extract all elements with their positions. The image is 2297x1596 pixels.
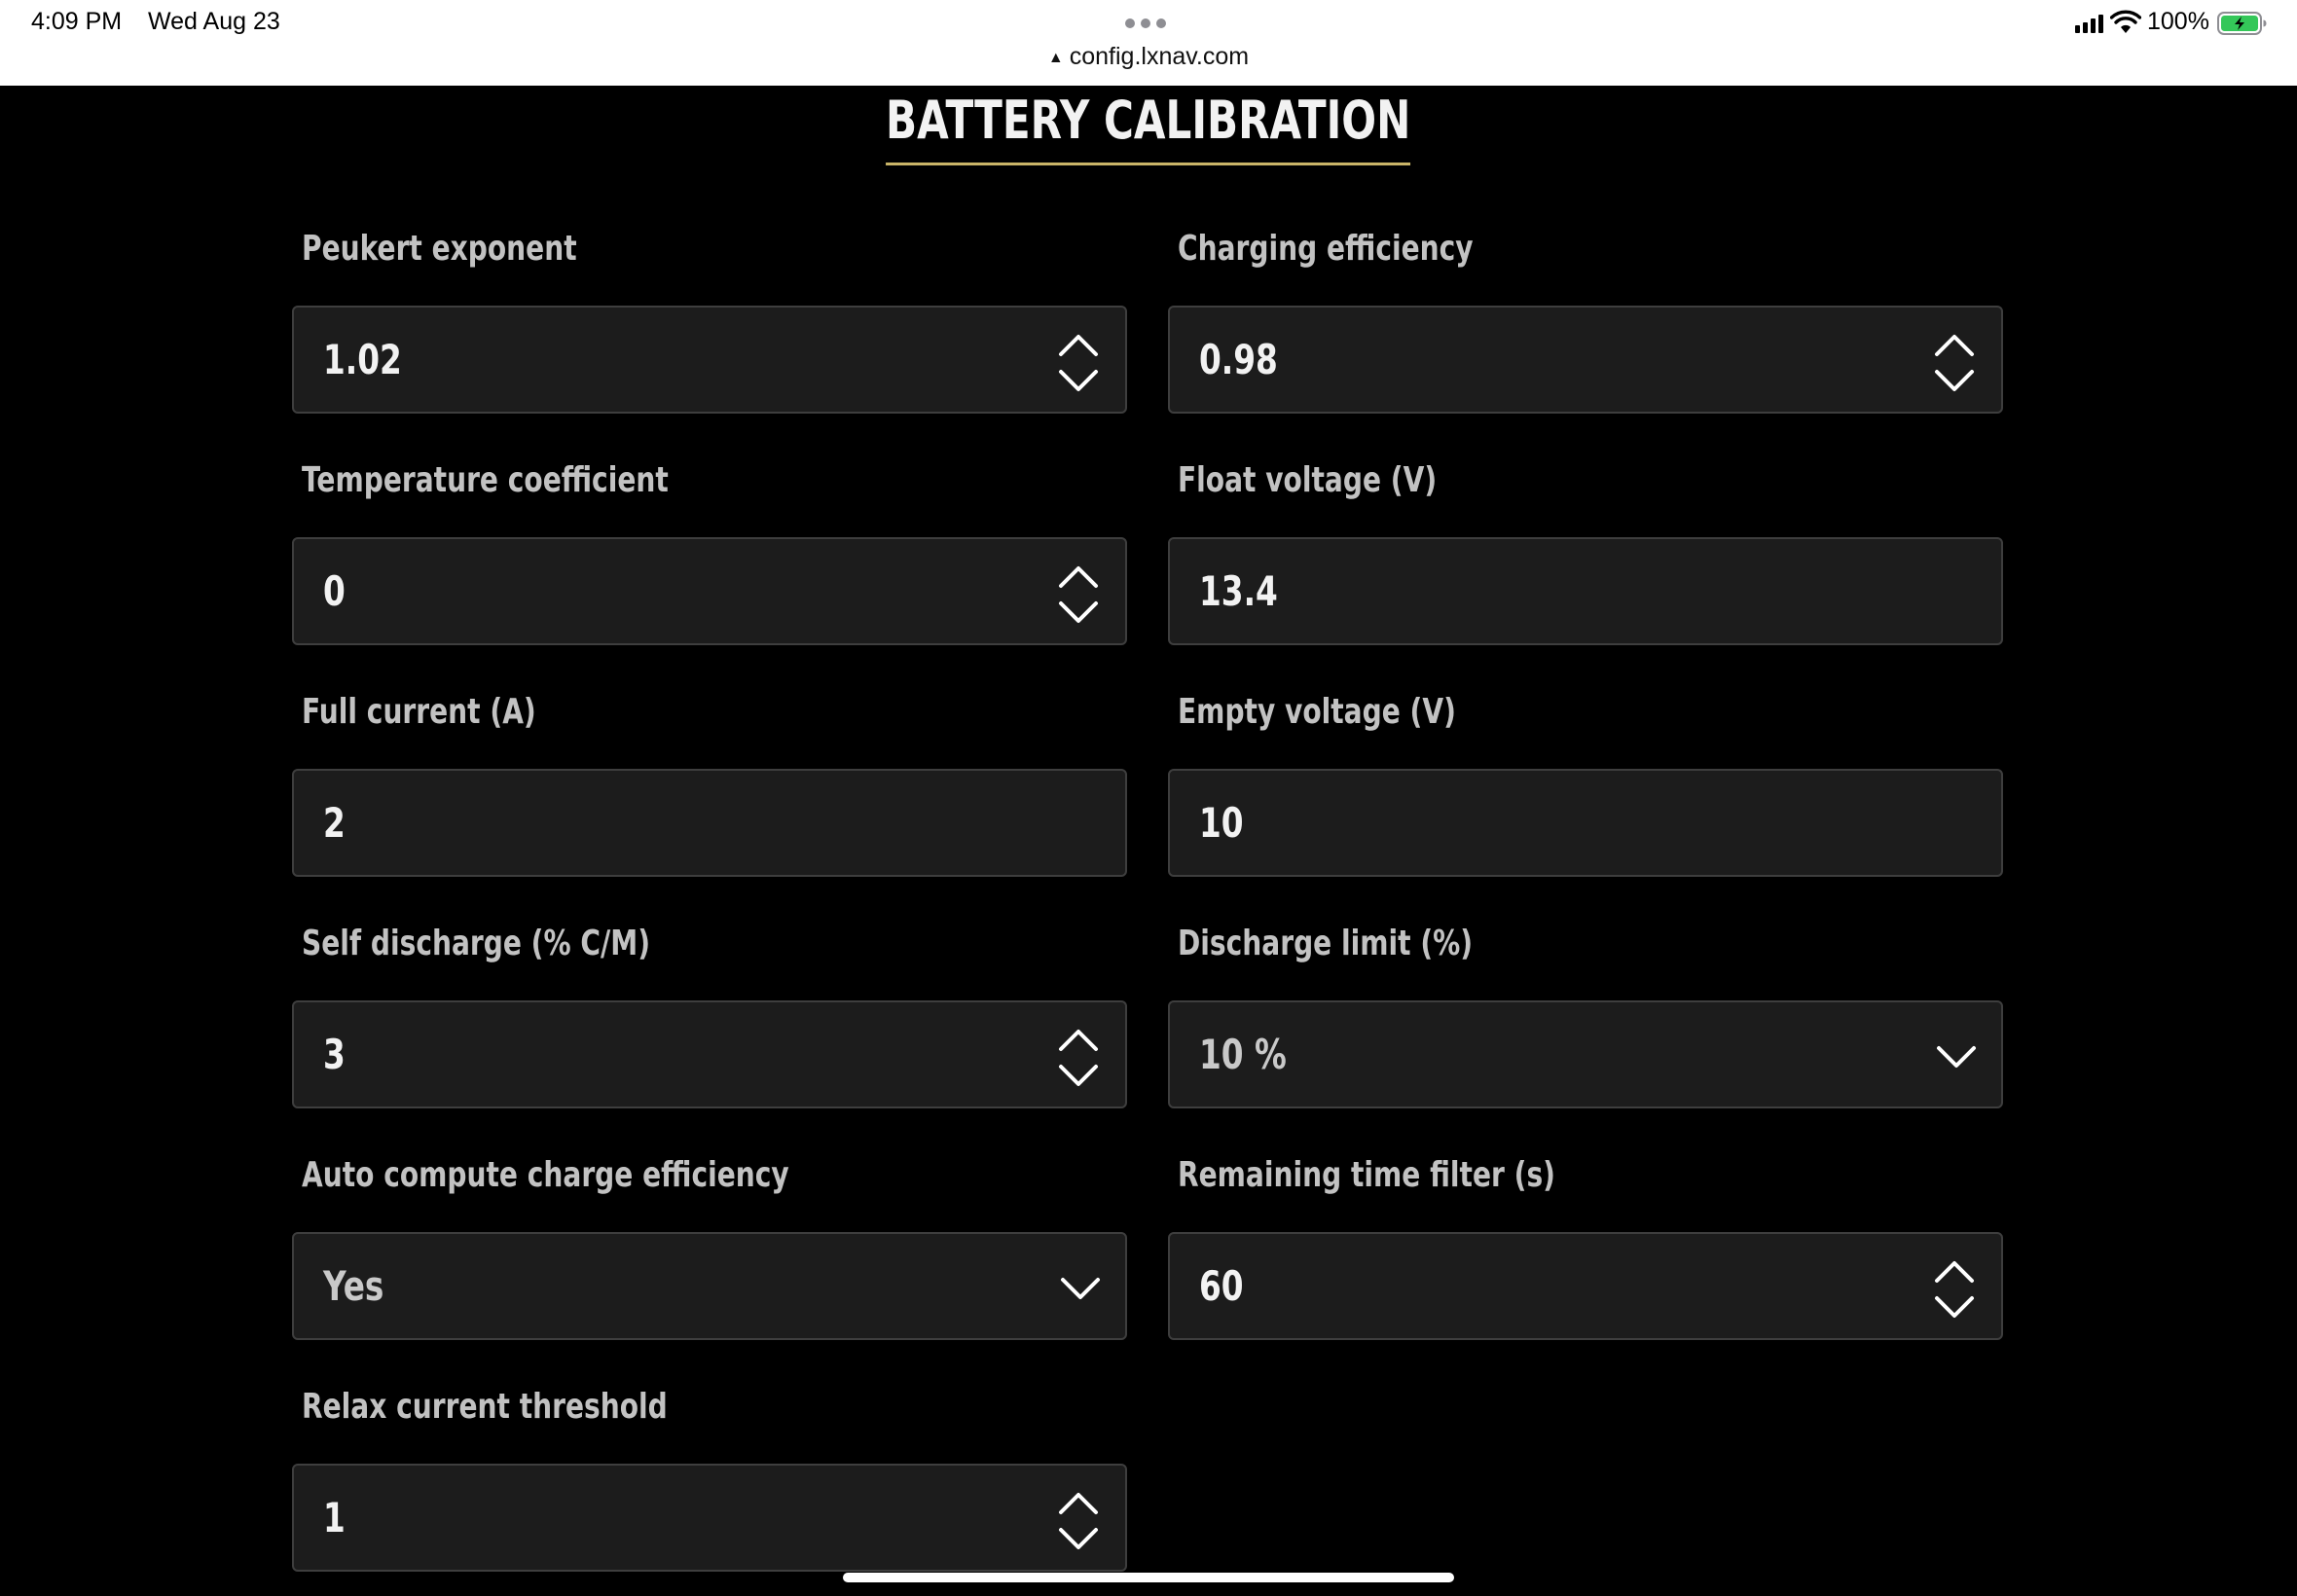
empty-voltage-value: 10 <box>1199 798 1244 847</box>
relax-current-threshold-label: Relax current threshold <box>302 1387 668 1427</box>
chevron-down-icon <box>1937 1298 1972 1316</box>
float-voltage-input[interactable] <box>1168 537 2003 645</box>
chevron-down-icon <box>1059 1275 1102 1302</box>
chevron-up-icon <box>1061 337 1096 354</box>
full-current-value: 2 <box>323 798 346 847</box>
discharge-limit-value: 10 % <box>1199 1030 1287 1078</box>
auto-compute-charge-efficiency-label: Auto compute charge efficiency <box>302 1155 789 1195</box>
relax-current-threshold-value: 1 <box>323 1493 346 1542</box>
self-discharge-input[interactable] <box>292 1000 1127 1108</box>
chevron-up-icon <box>1061 1032 1096 1049</box>
chevron-up-icon <box>1937 1263 1972 1281</box>
discharge-limit-select[interactable] <box>1168 1000 2003 1108</box>
auto-compute-charge-efficiency-select[interactable] <box>292 1232 1127 1340</box>
self-discharge-value: 3 <box>323 1030 346 1078</box>
full-current-input[interactable] <box>292 769 1127 877</box>
temperature-coefficient-value: 0 <box>323 566 346 615</box>
remaining-time-filter-input[interactable] <box>1168 1232 2003 1340</box>
charging-efficiency-label: Charging efficiency <box>1178 229 1474 269</box>
relax-current-threshold-stepper[interactable] <box>1057 1487 1100 1555</box>
relax-current-threshold-input[interactable] <box>292 1464 1127 1572</box>
lock-icon: ▲ <box>1047 50 1064 66</box>
auto-compute-charge-efficiency-value: Yes <box>323 1261 384 1310</box>
charging-efficiency-input[interactable] <box>1168 306 2003 414</box>
chevron-down-icon <box>1061 372 1096 389</box>
page-title-wrap <box>0 90 2297 165</box>
url-text: config.lxnav.com <box>1069 43 1250 70</box>
self-discharge-stepper[interactable] <box>1057 1024 1100 1092</box>
charging-efficiency-stepper[interactable] <box>1933 329 1976 397</box>
discharge-limit-label: Discharge limit (%) <box>1178 924 1474 963</box>
home-indicator[interactable] <box>843 1573 1454 1582</box>
temperature-coefficient-input[interactable] <box>292 537 1127 645</box>
empty-voltage-label: Empty voltage (V) <box>1178 692 1456 732</box>
chevron-up-icon <box>1937 337 1972 354</box>
chevron-up-icon <box>1061 1495 1096 1512</box>
empty-voltage-input[interactable] <box>1168 769 2003 877</box>
chevron-down-icon <box>1061 1067 1096 1084</box>
chevron-up-icon <box>1061 568 1096 586</box>
chevron-down-icon <box>1935 1043 1978 1070</box>
cellular-signal-icon <box>2075 14 2103 33</box>
temperature-coefficient-stepper[interactable] <box>1057 561 1100 629</box>
status-time: 4:09 PM <box>31 8 123 35</box>
peukert-exponent-stepper[interactable] <box>1057 329 1100 397</box>
peukert-exponent-input[interactable] <box>292 306 1127 414</box>
chevron-down-icon <box>1061 1530 1096 1547</box>
page-title: BATTERY CALIBRATION <box>886 93 1410 165</box>
wifi-icon <box>2110 10 2141 35</box>
battery-percent: 100% <box>2147 8 2209 35</box>
temperature-coefficient-label: Temperature coefficient <box>302 460 669 500</box>
status-bar <box>0 0 2297 86</box>
multitasking-dots-icon[interactable] <box>1125 18 1166 28</box>
float-voltage-value: 13.4 <box>1199 566 1278 615</box>
full-current-label: Full current (A) <box>302 692 536 732</box>
float-voltage-label: Float voltage (V) <box>1178 460 1438 500</box>
peukert-exponent-label: Peukert exponent <box>302 229 577 269</box>
status-date: Wed Aug 23 <box>148 8 280 35</box>
address-bar[interactable] <box>0 43 2297 71</box>
battery-charging-icon <box>2217 12 2268 35</box>
remaining-time-filter-label: Remaining time filter (s) <box>1178 1155 1556 1195</box>
remaining-time-filter-stepper[interactable] <box>1933 1255 1976 1324</box>
charging-efficiency-value: 0.98 <box>1199 335 1278 383</box>
remaining-time-filter-value: 60 <box>1199 1261 1244 1310</box>
chevron-down-icon <box>1061 603 1096 621</box>
self-discharge-label: Self discharge (% C/M) <box>302 924 651 963</box>
peukert-exponent-value: 1.02 <box>323 335 402 383</box>
chevron-down-icon <box>1937 372 1972 389</box>
